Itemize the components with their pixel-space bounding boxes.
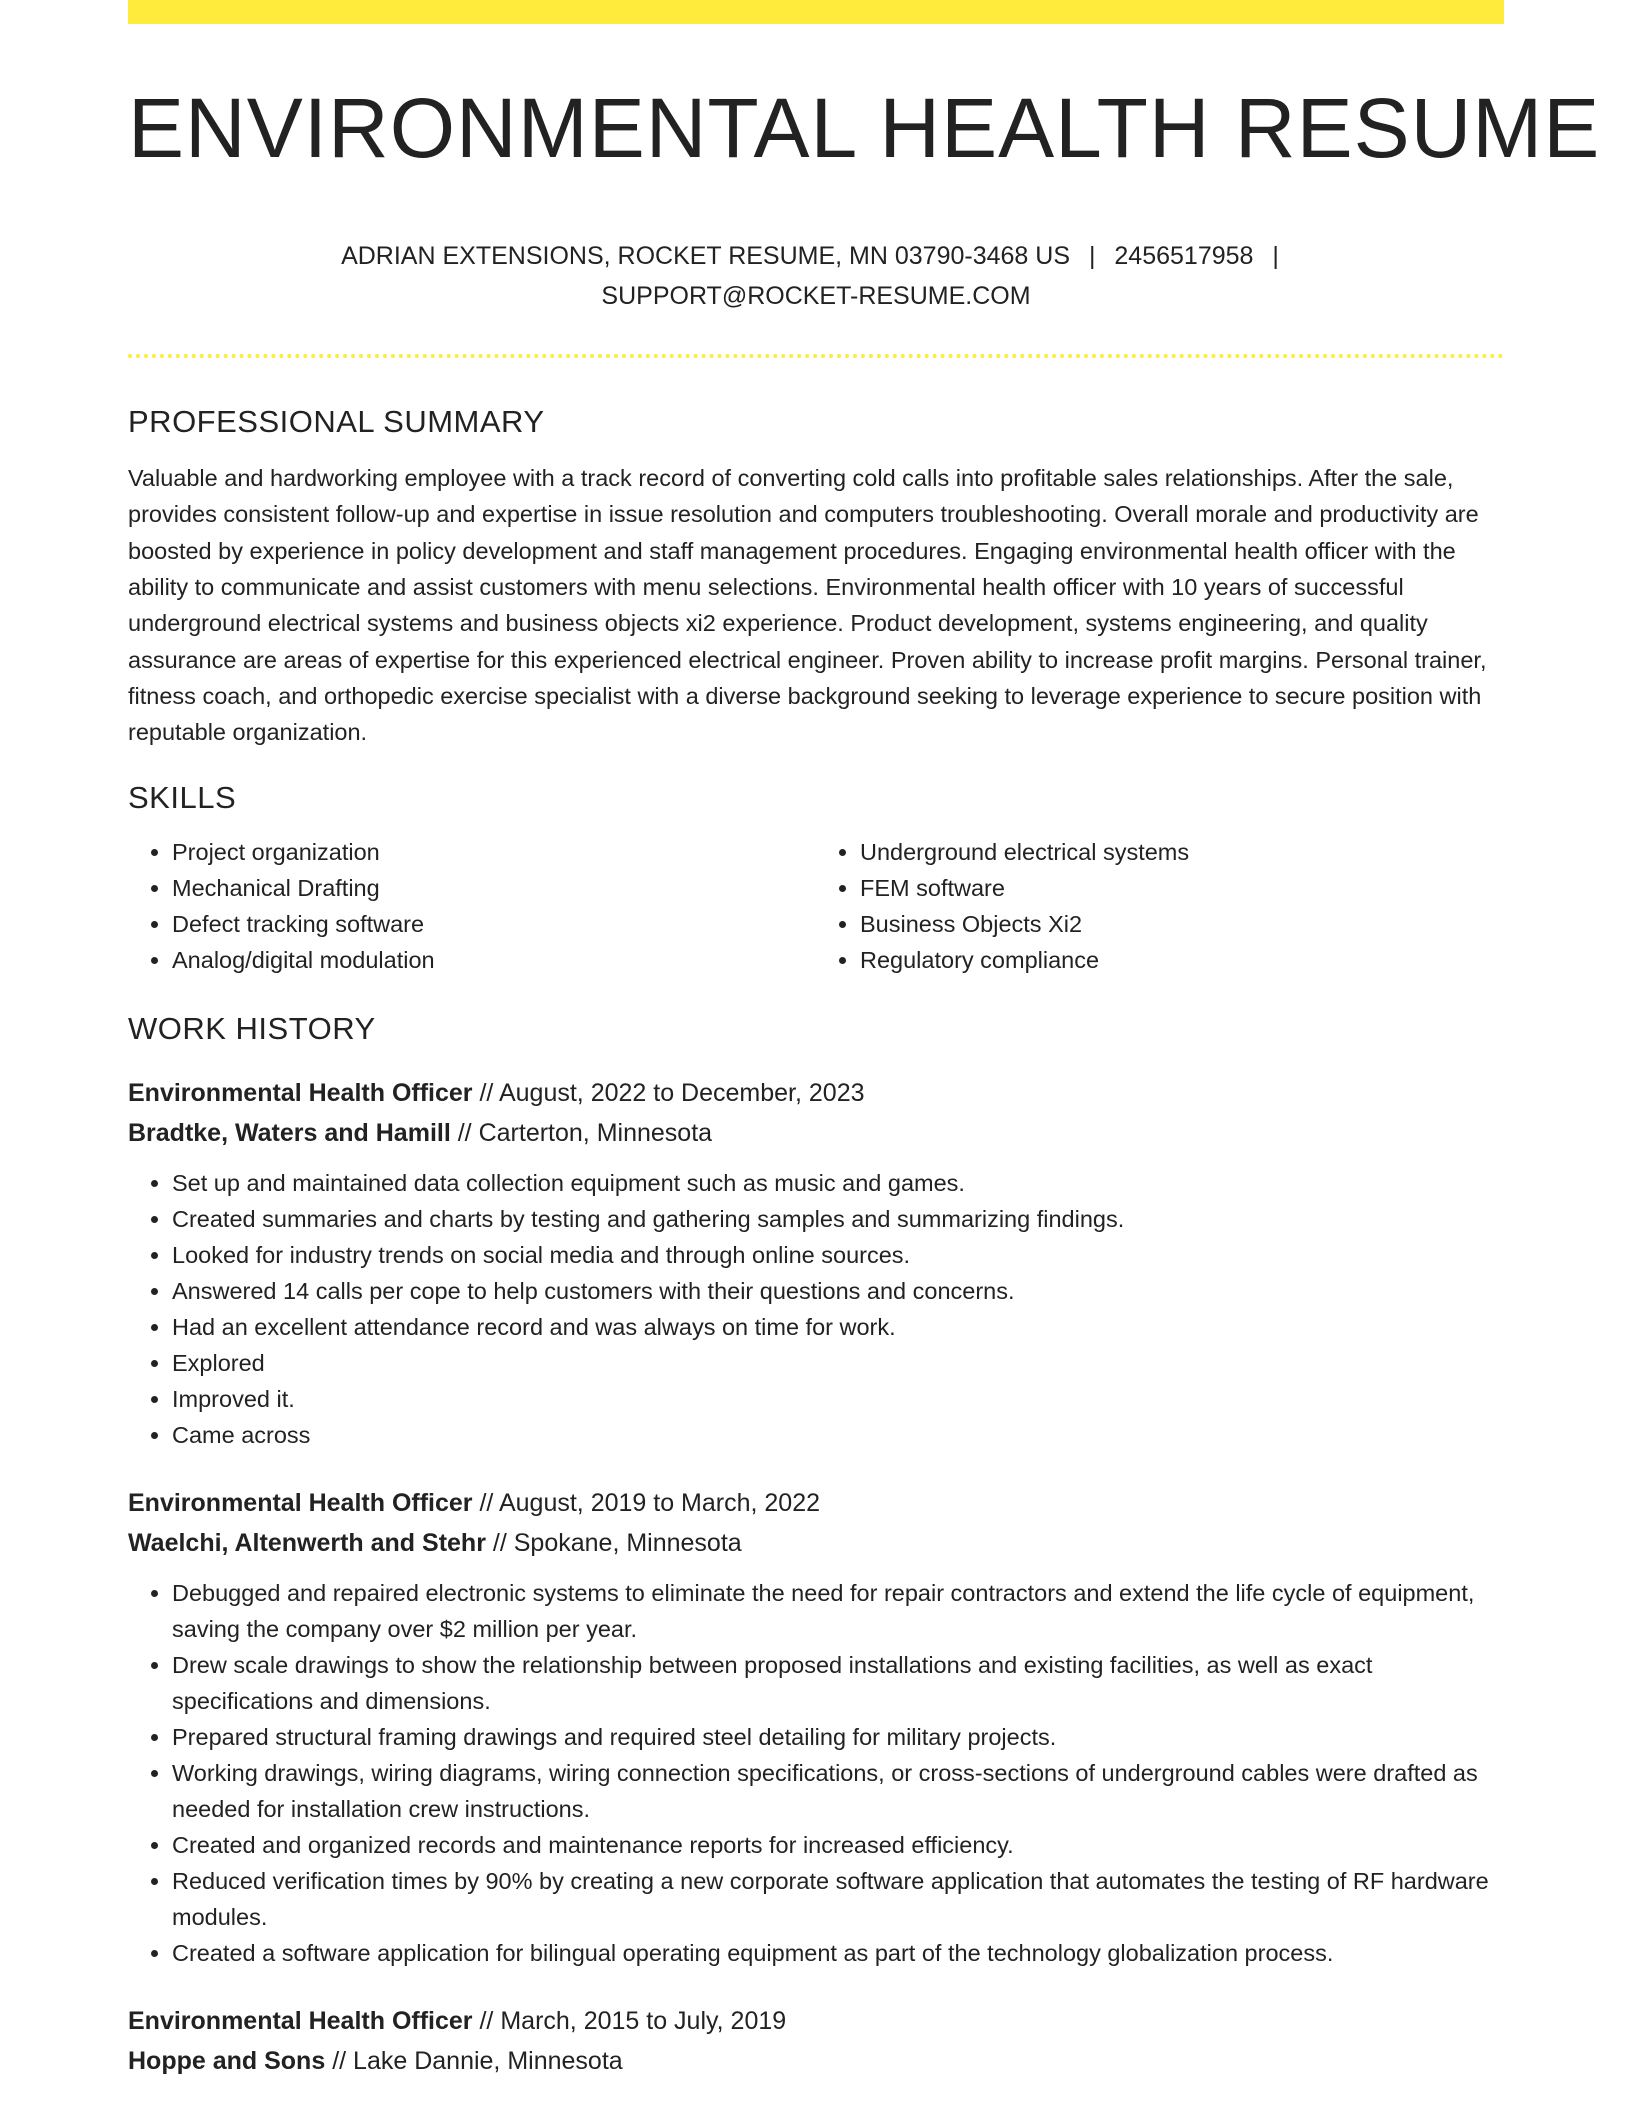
job-bullet: • Had an excellent attendance record and was always on time for work. (172, 1309, 1504, 1345)
job-company: Bradtke, Waters and Hamill (128, 1118, 451, 1147)
job-bullet: • Created summaries and charts by testing and gathering samples and summarizing findings. (172, 1201, 1504, 1237)
job-bullet: • Created and organized records and maintenance reports for increased efficiency. (172, 1827, 1504, 1863)
job-bullet: • Improved it. (172, 1381, 1504, 1417)
job-bullet: • Drew scale drawings to show the relationship between proposed installations and existing facilities, as well as exact specifications and dimensions. (172, 1647, 1504, 1719)
job-title-line (128, 1483, 1504, 1523)
job-separator: // (332, 2046, 347, 2075)
skills-list-left (128, 834, 816, 978)
contact-email[interactable]: SUPPORT@ROCKET-RESUME.COM (601, 282, 1031, 310)
job-bullet: • Set up and maintained data collection equipment such as music and games. (172, 1165, 1504, 1201)
job-dates: March, 2015 to July, 2019 (500, 2006, 787, 2035)
job-location: Spokane, Minnesota (513, 1528, 742, 1557)
job-bullet: • Answered 14 calls per cope to help customers with their questions and concerns. (172, 1273, 1504, 1309)
job-separator: // (479, 1078, 494, 1107)
job-separator: // (492, 1528, 507, 1557)
job-company-line (128, 2041, 1504, 2081)
job-dates: August, 2019 to March, 2022 (498, 1488, 821, 1517)
job-title-line (128, 2001, 1504, 2041)
job-location: Carterton, Minnesota (478, 1118, 713, 1147)
job-bullet: • Came across (172, 1417, 1504, 1453)
skills-heading: SKILLS (128, 779, 237, 815)
work-history-heading: WORK HISTORY (128, 1010, 376, 1046)
contact-info (128, 236, 1504, 316)
skill-item: • Analog/digital modulation (172, 942, 816, 978)
skills-list-right (816, 834, 1504, 978)
contact-separator: | (1088, 242, 1096, 270)
job-entry (128, 1073, 1504, 1453)
skill-item: • Business Objects Xi2 (860, 906, 1504, 942)
skill-item: • Defect tracking software (172, 906, 816, 942)
dotted-divider (128, 354, 1504, 358)
job-title: Environmental Health Officer (128, 1488, 473, 1517)
job-bullet: • Looked for industry trends on social media and through online sources. (172, 1237, 1504, 1273)
top-accent-bar (128, 0, 1504, 24)
job-company: Waelchi, Altenwerth and Stehr (128, 1528, 486, 1557)
job-bullet: • Working drawings, wiring diagrams, wiring connection specifications, or cross-sections of underground cables were drafted as needed for installation crew instructions. (172, 1755, 1504, 1827)
job-bullets (128, 1165, 1504, 1453)
skill-item: • FEM software (860, 870, 1504, 906)
contact-address: ADRIAN EXTENSIONS, ROCKET RESUME, MN 03790-3468 US (341, 242, 1070, 270)
page-title: ENVIRONMENTAL HEALTH RESUME (128, 81, 1601, 175)
contact-phone[interactable]: 2456517958 (1114, 242, 1254, 270)
job-dates: August, 2022 to December, 2023 (498, 1078, 865, 1107)
job-location: Lake Dannie, Minnesota (353, 2046, 623, 2075)
job-bullet: • Created a software application for bilingual operating equipment as part of the technology globalization process. (172, 1935, 1504, 1971)
resume-page (128, 0, 1601, 2081)
job-bullet: • Explored (172, 1345, 1504, 1381)
skills-grid (128, 834, 1504, 978)
job-separator: // (479, 1488, 494, 1517)
job-company: Hoppe and Sons (128, 2046, 326, 2075)
skill-item: • Mechanical Drafting (172, 870, 816, 906)
job-bullets (128, 1575, 1504, 1971)
skill-item: • Regulatory compliance (860, 942, 1504, 978)
job-bullet: • Reduced verification times by 90% by creating a new corporate software application that automates the testing of RF hardware modules. (172, 1863, 1504, 1935)
job-bullet: • Debugged and repaired electronic systems to eliminate the need for repair contractors and extend the life cycle of equipment, saving the company over $2 million per year. (172, 1575, 1504, 1647)
skill-item: • Project organization (172, 834, 816, 870)
job-company-line (128, 1523, 1504, 1563)
job-title-line (128, 1073, 1504, 1113)
contact-separator: | (1272, 242, 1279, 270)
job-entry (128, 1483, 1504, 1971)
summary-text: Valuable and hardworking employee with a track record of converting cold calls into profitable sales relationships. After the sale, provides consistent follow-up and expertise in issue resolution and computers troubleshooting. Overall morale and productivity are boosted by experience in policy development and staff management procedures. Engaging environmental health officer with the ability to communicate and assist customers with menu selections. Environmental health officer with 10 years of successful underground electrical systems and business objects xi2 experience. Product development, systems engineering, and quality assurance are areas of expertise for this experienced electrical engineer. Proven ability to increase profit margins. Personal trainer, fitness coach, and orthopedic exercise specialist with a diverse background seeking to leverage experience to secure position with reputable organization. (128, 465, 1487, 746)
job-entry (128, 2001, 1504, 2081)
job-separator: // (457, 1118, 472, 1147)
job-separator: // (479, 2006, 494, 2035)
job-title: Environmental Health Officer (128, 1078, 473, 1107)
summary-heading: PROFESSIONAL SUMMARY (128, 404, 545, 439)
job-company-line (128, 1113, 1504, 1153)
skill-item: • Underground electrical systems (860, 834, 1504, 870)
job-title: Environmental Health Officer (128, 2006, 473, 2035)
job-bullet: • Prepared structural framing drawings and required steel detailing for military projects. (172, 1719, 1504, 1755)
